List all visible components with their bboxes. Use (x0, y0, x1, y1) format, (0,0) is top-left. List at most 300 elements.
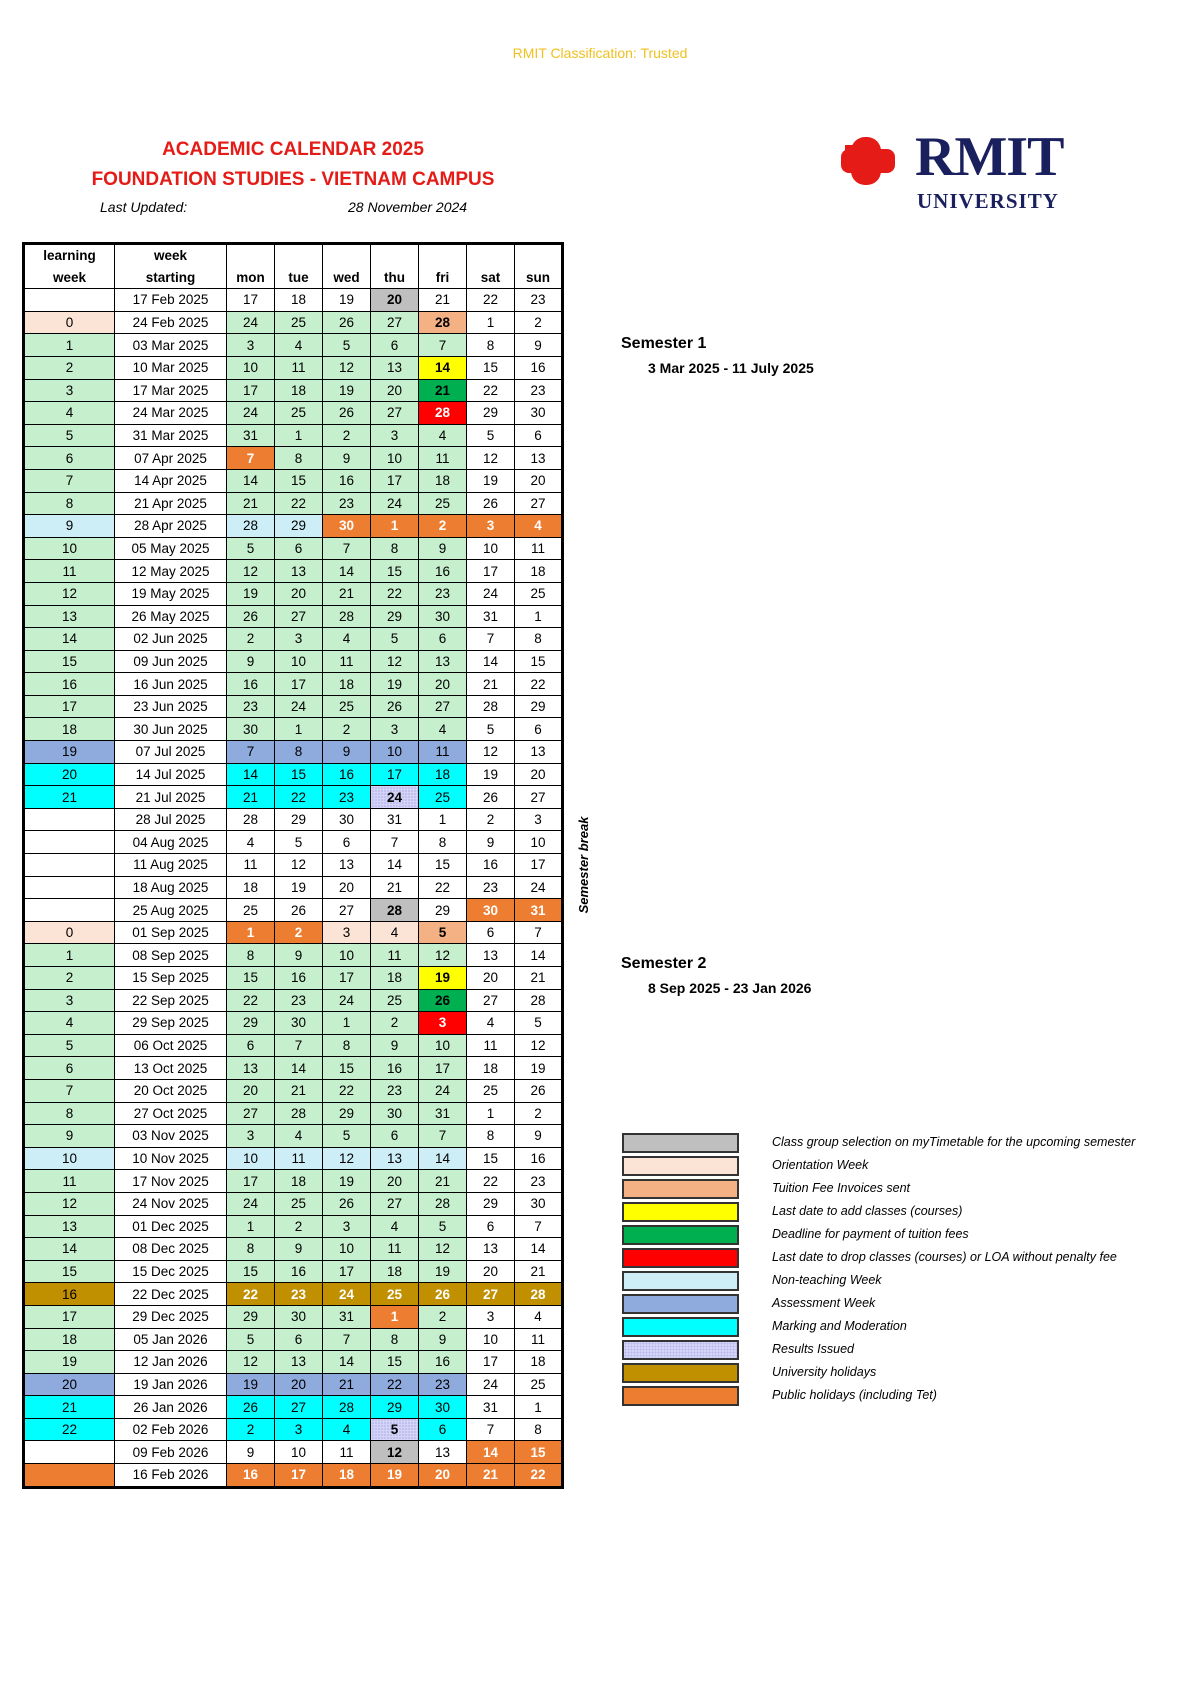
learning-week-cell: 12 (24, 582, 115, 605)
day-cell: 22 (371, 582, 419, 605)
day-cell: 18 (323, 673, 371, 696)
day-cell: 1 (515, 605, 563, 628)
day-cell: 31 (323, 1305, 371, 1328)
header-top-cell (275, 244, 323, 267)
day-cell: 9 (419, 537, 467, 560)
day-cell: 17 (323, 1260, 371, 1283)
day-cell: 25 (371, 989, 419, 1012)
learning-week-cell: 14 (24, 628, 115, 651)
day-cell: 11 (419, 741, 467, 764)
day-cell: 16 (419, 560, 467, 583)
day-cell: 22 (227, 989, 275, 1012)
day-cell: 3 (227, 1125, 275, 1148)
week-starting-cell: 02 Jun 2025 (115, 628, 227, 651)
week-row (24, 1464, 563, 1488)
day-cell: 11 (371, 944, 419, 967)
week-starting-cell: 31 Mar 2025 (115, 424, 227, 447)
day-cell: 20 (323, 876, 371, 899)
week-row (24, 1373, 563, 1396)
day-cell: 18 (323, 1464, 371, 1488)
logo-university: UNIVERSITY (917, 189, 1059, 213)
day-cell: 2 (227, 628, 275, 651)
day-cell: 11 (419, 447, 467, 470)
day-cell: 1 (419, 808, 467, 831)
day-cell: 28 (227, 808, 275, 831)
learning-week-cell: 2 (24, 967, 115, 990)
day-cell: 3 (323, 921, 371, 944)
header-top-cell: learning (24, 244, 115, 267)
day-cell: 15 (227, 1260, 275, 1283)
week-starting-cell: 01 Dec 2025 (115, 1215, 227, 1238)
day-cell: 10 (227, 356, 275, 379)
learning-week-cell: 15 (24, 650, 115, 673)
day-cell: 31 (515, 899, 563, 922)
day-cell: 21 (275, 1079, 323, 1102)
day-cell: 22 (467, 379, 515, 402)
day-cell: 25 (515, 582, 563, 605)
legend-label: Deadline for payment of tuition fees (772, 1227, 969, 1241)
week-starting-cell: 07 Apr 2025 (115, 447, 227, 470)
learning-week-cell (24, 876, 115, 899)
day-cell: 25 (275, 311, 323, 334)
week-starting-cell: 03 Nov 2025 (115, 1125, 227, 1148)
day-cell: 8 (227, 944, 275, 967)
day-cell: 16 (419, 1351, 467, 1374)
day-cell: 16 (515, 1147, 563, 1170)
day-cell: 12 (467, 447, 515, 470)
day-cell: 24 (275, 695, 323, 718)
day-cell: 10 (275, 650, 323, 673)
day-cell: 8 (275, 741, 323, 764)
day-cell: 17 (467, 560, 515, 583)
week-starting-cell: 16 Jun 2025 (115, 673, 227, 696)
day-cell: 13 (467, 1238, 515, 1261)
day-cell: 24 (371, 786, 419, 809)
day-cell: 26 (323, 402, 371, 425)
day-cell: 11 (323, 1441, 371, 1464)
day-cell: 8 (515, 628, 563, 651)
day-cell: 4 (227, 831, 275, 854)
day-cell: 14 (515, 944, 563, 967)
day-cell: 28 (371, 899, 419, 922)
day-cell: 26 (371, 695, 419, 718)
day-cell: 2 (323, 424, 371, 447)
day-cell: 5 (371, 628, 419, 651)
day-cell: 24 (515, 876, 563, 899)
day-cell: 4 (371, 921, 419, 944)
day-cell: 9 (227, 650, 275, 673)
learning-week-cell: 7 (24, 469, 115, 492)
day-cell: 17 (227, 379, 275, 402)
day-cell: 18 (371, 1260, 419, 1283)
day-cell: 9 (323, 741, 371, 764)
day-cell: 16 (275, 967, 323, 990)
week-row (24, 921, 563, 944)
day-cell: 9 (515, 334, 563, 357)
day-cell: 21 (227, 492, 275, 515)
day-cell: 7 (275, 1034, 323, 1057)
day-cell: 29 (467, 1192, 515, 1215)
day-cell: 4 (419, 424, 467, 447)
day-cell: 21 (419, 1170, 467, 1193)
week-row (24, 1238, 563, 1261)
day-cell: 8 (467, 1125, 515, 1148)
week-starting-cell: 12 Jan 2026 (115, 1351, 227, 1374)
day-cell: 1 (515, 1396, 563, 1419)
day-cell: 26 (275, 899, 323, 922)
semester1-dates: 3 Mar 2025 - 11 July 2025 (648, 360, 814, 376)
day-cell: 25 (323, 695, 371, 718)
semester2-title: Semester 2 (621, 955, 707, 972)
week-row (24, 1441, 563, 1464)
day-cell: 14 (227, 469, 275, 492)
day-cell: 2 (515, 1102, 563, 1125)
day-cell: 18 (275, 1170, 323, 1193)
day-cell: 16 (323, 763, 371, 786)
day-cell: 19 (323, 379, 371, 402)
day-cell: 15 (275, 763, 323, 786)
learning-week-cell: 1 (24, 334, 115, 357)
week-starting-cell: 21 Jul 2025 (115, 786, 227, 809)
day-cell: 7 (323, 1328, 371, 1351)
day-cell: 10 (467, 537, 515, 560)
learning-week-cell: 18 (24, 718, 115, 741)
week-starting-cell: 24 Feb 2025 (115, 311, 227, 334)
day-cell: 27 (515, 492, 563, 515)
day-cell: 27 (371, 1192, 419, 1215)
day-cell: 23 (515, 379, 563, 402)
day-cell: 8 (371, 537, 419, 560)
day-cell: 12 (227, 560, 275, 583)
day-cell: 27 (371, 311, 419, 334)
day-cell: 28 (323, 1396, 371, 1419)
day-cell: 16 (227, 673, 275, 696)
day-cell: 23 (371, 1079, 419, 1102)
learning-week-cell (24, 289, 115, 312)
learning-week-cell: 8 (24, 1102, 115, 1125)
week-starting-cell: 16 Feb 2026 (115, 1464, 227, 1488)
header-top-cell (467, 244, 515, 267)
week-starting-cell: 19 Jan 2026 (115, 1373, 227, 1396)
week-starting-cell: 22 Dec 2025 (115, 1283, 227, 1306)
day-cell: 16 (275, 1260, 323, 1283)
day-cell: 18 (419, 469, 467, 492)
day-cell: 16 (371, 1057, 419, 1080)
day-cell: 21 (515, 967, 563, 990)
legend-label: University holidays (772, 1365, 877, 1379)
day-cell: 10 (323, 944, 371, 967)
day-cell: 27 (467, 989, 515, 1012)
day-cell: 5 (323, 334, 371, 357)
day-cell: 18 (467, 1057, 515, 1080)
day-cell: 13 (227, 1057, 275, 1080)
legend-swatch (622, 1156, 739, 1176)
day-cell: 11 (323, 650, 371, 673)
day-cell: 22 (467, 1170, 515, 1193)
day-cell: 19 (419, 967, 467, 990)
week-starting-cell: 20 Oct 2025 (115, 1079, 227, 1102)
day-cell: 4 (323, 1418, 371, 1441)
day-cell: 16 (227, 1464, 275, 1488)
day-cell: 6 (323, 831, 371, 854)
learning-week-cell: 6 (24, 1057, 115, 1080)
day-cell: 28 (419, 402, 467, 425)
day-cell: 15 (371, 560, 419, 583)
day-cell: 31 (371, 808, 419, 831)
day-cell: 3 (323, 1215, 371, 1238)
legend-swatch (622, 1133, 739, 1153)
learning-week-cell: 22 (24, 1418, 115, 1441)
day-cell: 13 (371, 1147, 419, 1170)
day-cell: 2 (227, 1418, 275, 1441)
learning-week-cell: 20 (24, 1373, 115, 1396)
day-cell: 19 (323, 289, 371, 312)
day-cell: 30 (323, 808, 371, 831)
day-cell: 19 (275, 876, 323, 899)
day-cell: 4 (275, 334, 323, 357)
day-cell: 5 (275, 831, 323, 854)
learning-week-cell: 17 (24, 1305, 115, 1328)
day-cell: 12 (467, 741, 515, 764)
week-starting-cell: 21 Apr 2025 (115, 492, 227, 515)
day-cell: 22 (323, 1079, 371, 1102)
day-cell: 24 (323, 989, 371, 1012)
day-cell: 20 (515, 469, 563, 492)
week-row (24, 1305, 563, 1328)
day-cell: 27 (275, 605, 323, 628)
day-cell: 13 (275, 1351, 323, 1374)
logo-wordmark: RMIT (915, 126, 1064, 188)
day-cell: 13 (323, 854, 371, 877)
day-cell: 31 (419, 1102, 467, 1125)
day-cell: 22 (227, 1283, 275, 1306)
day-cell: 15 (515, 1441, 563, 1464)
week-row (24, 786, 563, 809)
day-cell: 27 (419, 695, 467, 718)
day-cell: 20 (227, 1079, 275, 1102)
week-row (24, 899, 563, 922)
day-cell: 8 (227, 1238, 275, 1261)
day-cell: 1 (227, 1215, 275, 1238)
week-row (24, 967, 563, 990)
header-top-cell (371, 244, 419, 267)
day-cell: 21 (227, 786, 275, 809)
day-cell: 24 (467, 582, 515, 605)
day-cell: 3 (371, 424, 419, 447)
learning-week-cell: 14 (24, 1238, 115, 1261)
learning-week-cell: 1 (24, 944, 115, 967)
legend-swatch (622, 1317, 739, 1337)
day-cell: 1 (467, 1102, 515, 1125)
week-starting-cell: 13 Oct 2025 (115, 1057, 227, 1080)
day-cell: 5 (419, 1215, 467, 1238)
day-cell: 26 (323, 1192, 371, 1215)
day-cell: 3 (467, 1305, 515, 1328)
learning-week-cell: 9 (24, 1125, 115, 1148)
day-cell: 1 (323, 1012, 371, 1035)
day-cell: 6 (419, 628, 467, 651)
day-cell: 17 (419, 1057, 467, 1080)
day-cell: 18 (371, 967, 419, 990)
day-cell: 6 (467, 921, 515, 944)
week-row (24, 673, 563, 696)
day-cell: 13 (419, 1441, 467, 1464)
day-cell: 29 (467, 402, 515, 425)
day-cell: 24 (371, 492, 419, 515)
day-cell: 21 (419, 379, 467, 402)
week-starting-cell: 26 Jan 2026 (115, 1396, 227, 1419)
day-cell: 3 (275, 1418, 323, 1441)
learning-week-cell: 2 (24, 356, 115, 379)
day-cell: 29 (227, 1305, 275, 1328)
learning-week-cell: 12 (24, 1192, 115, 1215)
legend-label: Class group selection on myTimetable for the upcoming semester (772, 1135, 1136, 1149)
day-cell: 8 (371, 1328, 419, 1351)
day-cell: 19 (467, 469, 515, 492)
day-cell: 10 (371, 741, 419, 764)
day-cell: 22 (515, 673, 563, 696)
day-cell: 18 (275, 379, 323, 402)
day-cell: 7 (515, 921, 563, 944)
header-sat-cell: sat (467, 267, 515, 289)
week-row (24, 334, 563, 357)
day-cell: 6 (275, 1328, 323, 1351)
page-title: ACADEMIC CALENDAR 2025 (162, 139, 424, 160)
day-cell: 16 (467, 854, 515, 877)
day-cell: 24 (227, 311, 275, 334)
week-row (24, 537, 563, 560)
learning-week-cell: 21 (24, 1396, 115, 1419)
week-starting-cell: 22 Sep 2025 (115, 989, 227, 1012)
day-cell: 8 (275, 447, 323, 470)
week-starting-cell: 11 Aug 2025 (115, 854, 227, 877)
day-cell: 12 (275, 854, 323, 877)
day-cell: 28 (323, 605, 371, 628)
week-row (24, 379, 563, 402)
day-cell: 21 (467, 673, 515, 696)
learning-week-cell: 10 (24, 1147, 115, 1170)
day-cell: 9 (419, 1328, 467, 1351)
header-fri-cell: fri (419, 267, 467, 289)
page-subtitle: FOUNDATION STUDIES - VIETNAM CAMPUS (91, 169, 495, 190)
day-cell: 10 (371, 447, 419, 470)
week-starting-cell: 08 Dec 2025 (115, 1238, 227, 1261)
day-cell: 7 (467, 1418, 515, 1441)
week-starting-cell: 10 Nov 2025 (115, 1147, 227, 1170)
week-row (24, 1192, 563, 1215)
day-cell: 12 (371, 1441, 419, 1464)
day-cell: 29 (419, 899, 467, 922)
week-row (24, 741, 563, 764)
week-starting-cell: 28 Jul 2025 (115, 808, 227, 831)
semester-break-label: Semester break (576, 816, 591, 914)
day-cell: 7 (419, 1125, 467, 1148)
learning-week-cell: 11 (24, 560, 115, 583)
week-starting-cell: 04 Aug 2025 (115, 831, 227, 854)
week-row (24, 1283, 563, 1306)
day-cell: 28 (227, 515, 275, 538)
week-row (24, 718, 563, 741)
day-cell: 29 (227, 1012, 275, 1035)
day-cell: 18 (275, 289, 323, 312)
week-starting-cell: 17 Feb 2025 (115, 289, 227, 312)
week-row (24, 560, 563, 583)
day-cell: 27 (275, 1396, 323, 1419)
week-row (24, 628, 563, 651)
day-cell: 25 (371, 1283, 419, 1306)
week-starting-cell: 30 Jun 2025 (115, 718, 227, 741)
legend-label: Marking and Moderation (772, 1319, 907, 1333)
week-starting-cell: 26 May 2025 (115, 605, 227, 628)
day-cell: 23 (323, 492, 371, 515)
learning-week-cell: 6 (24, 447, 115, 470)
day-cell: 21 (515, 1260, 563, 1283)
day-cell: 8 (419, 831, 467, 854)
day-cell: 7 (323, 537, 371, 560)
day-cell: 26 (227, 605, 275, 628)
header-mon-cell: mon (227, 267, 275, 289)
week-row (24, 356, 563, 379)
week-row (24, 1147, 563, 1170)
day-cell: 4 (515, 1305, 563, 1328)
day-cell: 20 (371, 289, 419, 312)
day-cell: 17 (371, 469, 419, 492)
week-starting-cell: 09 Jun 2025 (115, 650, 227, 673)
week-starting-cell: 24 Mar 2025 (115, 402, 227, 425)
header-starting-cell: starting (115, 267, 227, 289)
learning-week-cell: 19 (24, 1351, 115, 1374)
day-cell: 11 (275, 1147, 323, 1170)
day-cell: 29 (275, 515, 323, 538)
last-updated-date: 28 November 2024 (348, 199, 468, 215)
classification-label: RMIT Classification: Trusted (512, 45, 688, 61)
learning-week-cell: 0 (24, 311, 115, 334)
week-starting-cell: 14 Jul 2025 (115, 763, 227, 786)
week-starting-cell: 29 Dec 2025 (115, 1305, 227, 1328)
day-cell: 8 (515, 1418, 563, 1441)
day-cell: 15 (515, 650, 563, 673)
day-cell: 26 (227, 1396, 275, 1419)
day-cell: 14 (371, 854, 419, 877)
day-cell: 15 (323, 1057, 371, 1080)
legend-label: Last date to add classes (courses) (772, 1204, 963, 1218)
day-cell: 18 (515, 560, 563, 583)
day-cell: 10 (419, 1034, 467, 1057)
day-cell: 18 (419, 763, 467, 786)
week-starting-cell: 19 May 2025 (115, 582, 227, 605)
day-cell: 20 (371, 1170, 419, 1193)
week-starting-cell: 24 Nov 2025 (115, 1192, 227, 1215)
learning-week-cell: 13 (24, 1215, 115, 1238)
week-row (24, 447, 563, 470)
day-cell: 5 (467, 718, 515, 741)
legend-swatch (622, 1294, 739, 1314)
day-cell: 15 (371, 1351, 419, 1374)
learning-week-cell: 7 (24, 1079, 115, 1102)
day-cell: 30 (275, 1012, 323, 1035)
day-cell: 11 (515, 1328, 563, 1351)
header-top-cell (227, 244, 275, 267)
week-starting-cell: 28 Apr 2025 (115, 515, 227, 538)
week-row (24, 650, 563, 673)
day-cell: 13 (275, 560, 323, 583)
day-cell: 4 (323, 628, 371, 651)
day-cell: 25 (419, 786, 467, 809)
day-cell: 31 (467, 1396, 515, 1419)
day-cell: 27 (515, 786, 563, 809)
day-cell: 19 (227, 1373, 275, 1396)
day-cell: 17 (467, 1351, 515, 1374)
